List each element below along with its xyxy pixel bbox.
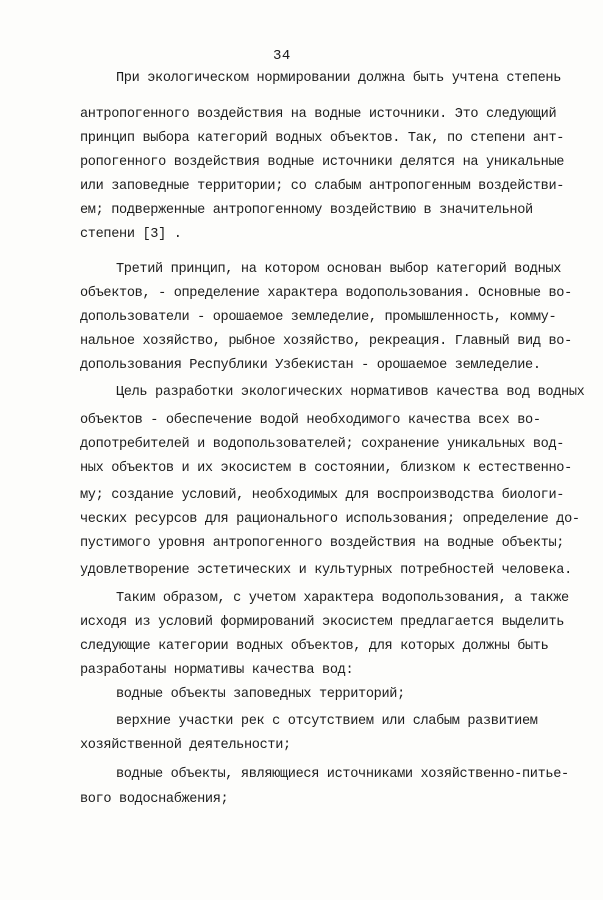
list-item: верхние участки рек с отсутствием или слабым развитием (116, 714, 538, 729)
list-item: водные объекты заповедных территорий; (116, 687, 405, 702)
text-line: пустимого уровня антропогенного воздействия на водные объекты; (80, 536, 565, 551)
text-line: Цель разработки экологических нормативов качества вод водных (116, 385, 585, 400)
text-line: разработаны нормативы качества вод: (80, 663, 354, 678)
text-line: ропогенного воздействия водные источники делятся на уникальные (80, 155, 565, 170)
text-line: ем; подверженные антропогенному воздействию в значительной (80, 203, 533, 218)
text-line: исходя из условий формирований экосистем предлагается выделить (80, 615, 565, 630)
text-line: следующие категории водных объектов, для которых должны быть (80, 639, 549, 654)
text-line: вого водоснабжения; (80, 792, 229, 807)
text-line: объектов - обеспечение водой необходимого качества всех во- (80, 413, 541, 428)
text-line: При экологическом нормировании должна быть учтена степень (116, 71, 562, 86)
page-number: 34 (273, 48, 291, 64)
text-line: допользования Республики Узбекистан - орошаемое земледелие. (80, 358, 541, 373)
text-line: антропогенного воздействия на водные источники. Это следующий (80, 107, 557, 122)
text-line: объектов, - определение характера водопользования. Основные во- (80, 286, 572, 301)
text-line: ных объектов и их экосистем в состоянии, близком к естественно- (80, 461, 572, 476)
text-line: степени [3] . (80, 227, 182, 242)
text-line: допотребителей и водопользователей; сохранение уникальных вод- (80, 437, 565, 452)
text-line: допользователи - орошаемое земледелие, промышленность, комму- (80, 310, 557, 325)
text-line: или заповедные территории; со слабым антропогенным воздействи- (80, 179, 565, 194)
text-line: хозяйственной деятельности; (80, 738, 291, 753)
text-line: нальное хозяйство, рыбное хозяйство, рекреация. Главный вид во- (80, 334, 572, 349)
list-item: водные объекты, являющиеся источниками хозяйственно-питье- (116, 767, 569, 782)
text-line: принцип выбора категорий водных объектов. Так, по степени ант- (80, 131, 565, 146)
text-line: му; создание условий, необходимых для воспроизводства биологи- (80, 488, 565, 503)
text-line: Третий принцип, на котором основан выбор категорий водных (116, 262, 562, 277)
text-line: Таким образом, с учетом характера водопользования, а также (116, 591, 569, 606)
text-line: удовлетворение эстетических и культурных потребностей человека. (80, 563, 572, 578)
text-line: ческих ресурсов для рационального использования; определение до- (80, 512, 580, 527)
